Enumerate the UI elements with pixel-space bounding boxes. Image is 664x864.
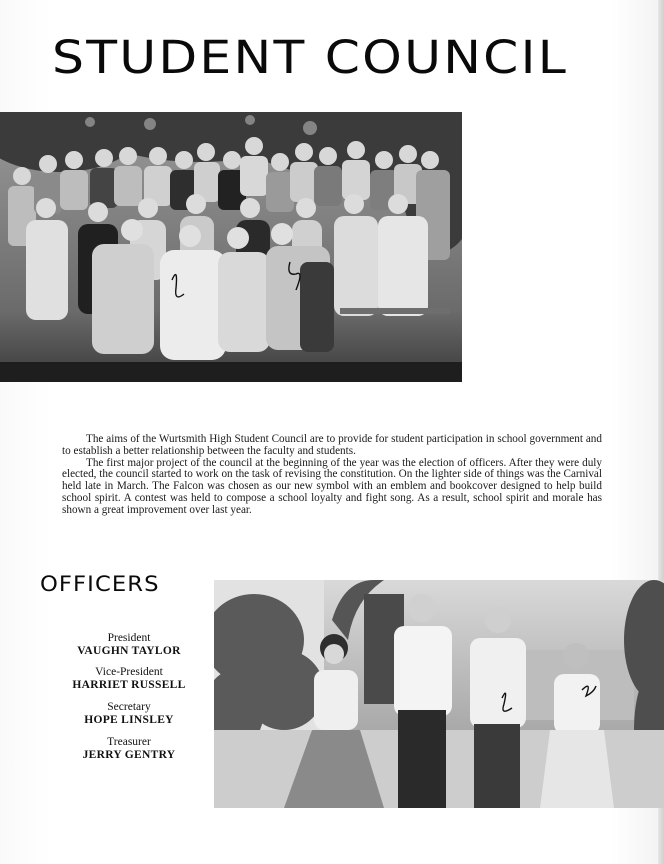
page-title: STUDENT COUNCIL bbox=[52, 31, 569, 84]
officer-vice-president bbox=[40, 666, 218, 692]
article-text bbox=[62, 434, 602, 517]
officers-heading: OFFICERS bbox=[40, 572, 160, 596]
officer-president bbox=[40, 632, 218, 658]
student-council-group-photo bbox=[0, 112, 462, 382]
officer-secretary bbox=[40, 701, 218, 727]
article-paragraph: The first major project of the council at the beginning of the year was the election of officers. After they were duly elected, the council started to work on the task of revising the constitution. On the lighter side of things was the Carnival held late in March. The Falcon was chosen as our new symbol with an emblem and bookcover designed to help build school spirit. A contest was held to compose a school loyalty and fight song. As a result, school spirit and morale has shown a great improvement over last year. bbox=[62, 456, 602, 516]
officer-name: HOPE LINSLEY bbox=[84, 714, 174, 726]
officer-name: VAUGHN TAYLOR bbox=[77, 645, 181, 657]
officer-role: Vice-President bbox=[95, 666, 163, 678]
article-paragraph: The aims of the Wurtsmith High Student Council are to provide for student participation in school government and to establish a better relationship between the faculty and students. bbox=[62, 433, 602, 457]
officer-role: Treasurer bbox=[107, 736, 151, 748]
officer-name: JERRY GENTRY bbox=[82, 749, 176, 761]
officer-role: President bbox=[107, 632, 151, 644]
officer-role: Secretary bbox=[107, 701, 151, 713]
officers-photo bbox=[214, 580, 664, 808]
officer-treasurer bbox=[40, 736, 218, 762]
officer-name: HARRIET RUSSELL bbox=[72, 679, 186, 691]
